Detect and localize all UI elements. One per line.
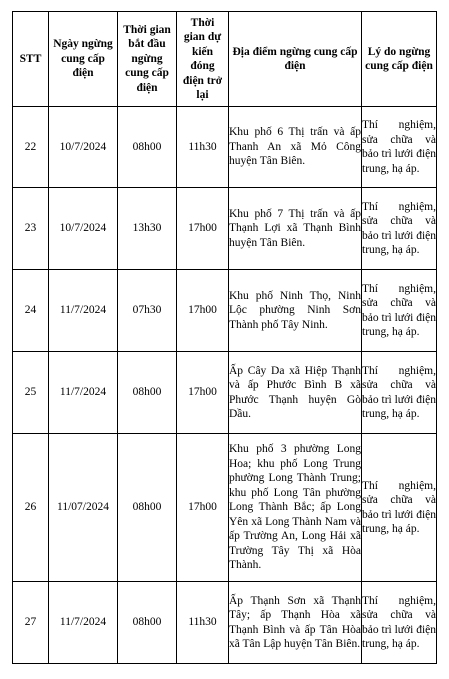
cell-stt: 25 <box>13 352 49 434</box>
cell-ly-do: Thí nghiệm, sửa chữa và bảo trì lưới điện trung, hạ áp. <box>362 434 437 582</box>
cell-ly-do: Thí nghiệm, sửa chữa và bảo trì lưới điện trung, hạ áp. <box>362 188 437 270</box>
cell-bat-dau: 08h00 <box>118 352 177 434</box>
cell-ngay: 11/07/2024 <box>49 434 118 582</box>
cell-stt: 23 <box>13 188 49 270</box>
cell-dia-diem: Khu phố 7 Thị trấn và ấp Thạnh Lợi xã Thạnh Bình huyện Tân Biên. <box>229 188 362 270</box>
cell-ngay: 11/7/2024 <box>49 352 118 434</box>
cell-stt: 22 <box>13 107 49 188</box>
table-header-row <box>13 12 437 107</box>
header-stt: STT <box>13 12 49 107</box>
cell-ngay: 10/7/2024 <box>49 188 118 270</box>
cell-bat-dau: 08h00 <box>118 107 177 188</box>
cell-ly-do: Thí nghiệm, sửa chữa và bảo trì lưới điện trung, hạ áp. <box>362 582 437 664</box>
cell-dia-diem: Ấp Cây Da xã Hiệp Thạnh và ấp Phước Bình B xã Phước Thạnh huyện Gò Dầu. <box>229 352 362 434</box>
table-row <box>13 188 437 270</box>
cell-ngay: 11/7/2024 <box>49 270 118 352</box>
header-dia-diem: Địa điểm ngừng cung cấp điện <box>229 12 362 107</box>
cell-bat-dau: 13h30 <box>118 188 177 270</box>
cell-dia-diem: Ấp Thạnh Sơn xã Thạnh Tây; ấp Thạnh Hòa xã Thạnh Bình và ấp Tân Hòa xã Tân Lập huyện Tân Biên. <box>229 582 362 664</box>
table-row <box>13 270 437 352</box>
cell-du-kien: 17h00 <box>177 352 229 434</box>
table-row <box>13 352 437 434</box>
table-row <box>13 434 437 582</box>
cell-bat-dau: 07h30 <box>118 270 177 352</box>
header-thoi-gian-du-kien: Thời gian dự kiến đóng điện trở lại <box>177 12 229 107</box>
cell-du-kien: 11h30 <box>177 582 229 664</box>
cell-du-kien: 17h00 <box>177 270 229 352</box>
cell-ngay: 10/7/2024 <box>49 107 118 188</box>
cell-du-kien: 17h00 <box>177 188 229 270</box>
cell-ly-do: Thí nghiệm, sửa chữa và bảo trì lưới điện trung, hạ áp. <box>362 352 437 434</box>
cell-du-kien: 11h30 <box>177 107 229 188</box>
header-ly-do: Lý do ngừng cung cấp điện <box>362 12 437 107</box>
power-outage-schedule-table <box>12 11 437 664</box>
table-row <box>13 107 437 188</box>
cell-dia-diem: Khu phố Ninh Thọ, Ninh Lộc phường Ninh Sơn Thành phố Tây Ninh. <box>229 270 362 352</box>
cell-bat-dau: 08h00 <box>118 434 177 582</box>
cell-ly-do: Thí nghiệm, sửa chữa và bảo trì lưới điện trung, hạ áp. <box>362 107 437 188</box>
header-ngay: Ngày ngừng cung cấp điện <box>49 12 118 107</box>
cell-du-kien: 17h00 <box>177 434 229 582</box>
cell-bat-dau: 08h00 <box>118 582 177 664</box>
cell-dia-diem: Khu phố 3 phường Long Hoa; khu phố Long Trung phường Long Thành Trung; khu phố Long Tân phường Long Thành Bắc; ấp Long Yên xã Long Thành Nam và ấp Trường An, Long Hải xã Trường Tây Thị xã Hòa Thành. <box>229 434 362 582</box>
cell-stt: 26 <box>13 434 49 582</box>
cell-ngay: 11/7/2024 <box>49 582 118 664</box>
table-row <box>13 582 437 664</box>
header-thoi-gian-bat-dau: Thời gian bắt đầu ngừng cung cấp điện <box>118 12 177 107</box>
cell-stt: 24 <box>13 270 49 352</box>
cell-dia-diem: Khu phố 6 Thị trấn và ấp Thanh An xã Mỏ Công huyện Tân Biên. <box>229 107 362 188</box>
cell-ly-do: Thí nghiệm, sửa chữa và bảo trì lưới điện trung, hạ áp. <box>362 270 437 352</box>
cell-stt: 27 <box>13 582 49 664</box>
